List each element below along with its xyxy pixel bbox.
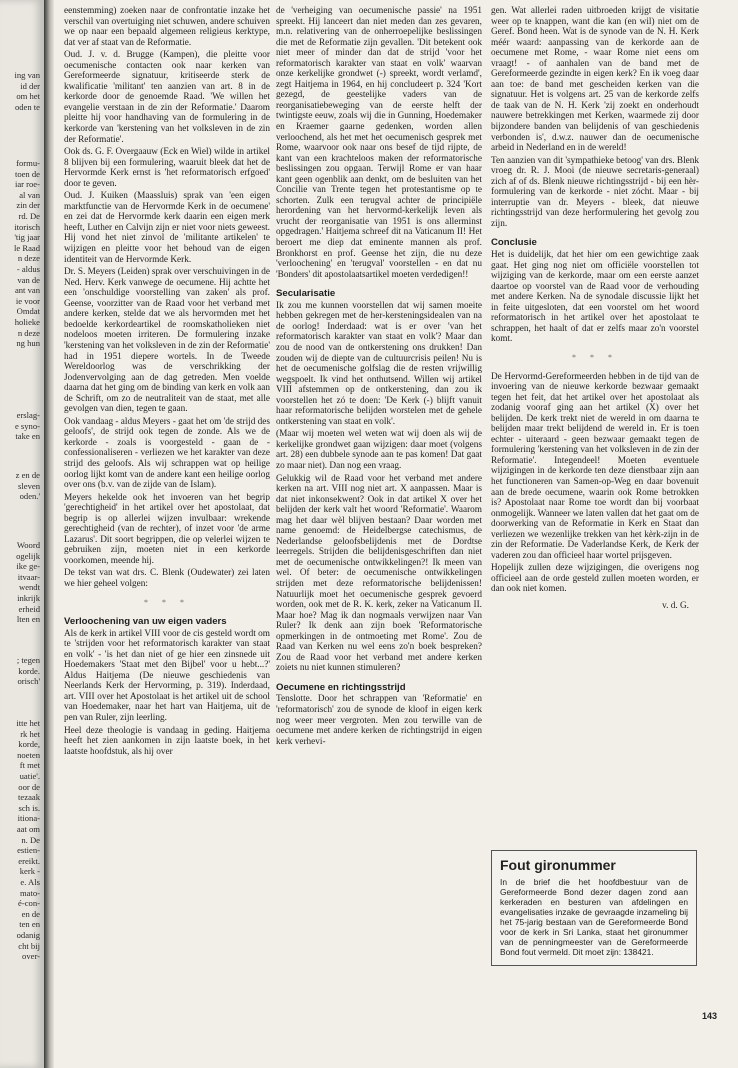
prev-page-text-fragment: itte het — [16, 718, 40, 728]
paragraph: Heel deze theologie is vandaag in geding. Haitjema heeft het zien aankomen in zijn laatste boek, in het laatste hoofdstuk, als hij over — [64, 725, 270, 757]
prev-page-text-fragment: n deze — [17, 327, 40, 338]
prev-page-text-fragment: korde. — [18, 665, 40, 676]
notice-box — [491, 850, 697, 966]
paragraph: De Hervormd-Gereformeerden hebben in de tijd van de invoering van de nieuwe kerkorde bezwaar gemaakt tegen het feit, dat het artikel over het apostolaat als zodanig vooraf ging aan het artikel (X) over het belijden. De kerk trekt niet de wereld in om daarna te belijden maar trekt belijdend de wereld in. Er is toen echter - uiteraard - geen bezwaar gemaakt tegen de formulering 'kerstening van het volksleven in de zin der Reformatie'. Integendeel! Moeten eventuele wijzigingen in de kerkorde ten deze dienstbaar zijn aan het functioneren van Samen-op-Weg en daar bovenuit aan de brede oecumene, waarin ook Rome betrokken is? Apostolaat naar Rome toe wordt dan bij voorbaat onmogelijk. Wanneer we laten vallen dat het gaat om de doorwerking van de Reformatie in Kerk en Staat dan verliezen we wezenlijke trekken van het kèrk-zijn in de zin der Reformatie. De Vaderlandse Kerk, de Kerk der vaderen zou dan officieel haar wortel prijsgeven. — [491, 371, 699, 561]
prev-page-text-fragment: kerk - — [19, 866, 40, 877]
page-number: 143 — [702, 1011, 718, 1021]
section-divider: * * * — [572, 352, 618, 362]
prev-page-text-fragment: ike ge- — [16, 561, 40, 572]
column-3-body — [491, 6, 699, 229]
prev-page-text-fragment: Woord — [16, 540, 40, 550]
prev-page-text-fragment: e. Als — [20, 877, 40, 887]
prev-page-text-fragment: lten en — [16, 614, 40, 625]
notice-title: Fout gironummer — [500, 857, 616, 873]
prev-page-text-fragment: le Raad — [13, 242, 40, 253]
paragraph: Oud. J. v. d. Brugge (Kampen), die pleitte voor oecumenische contacten ook naar kerken van Gereformeerde signatuur, kritiseerde sterk de kwalificatie 'militant' ten aanzien van art. 8 in de kerkorde door de genoemde Raad. 'We willen het evangelie verstaan in de zin der Reformatie.' Daarom pleitte hij voor handhaving van de formulering in de kerkorde van 'kerstening van het volksleven in de zin der Reformatie'. — [64, 50, 270, 145]
prev-page-text-fragment: tezaak — [18, 792, 40, 803]
prev-page-text-fragment: estien- — [17, 845, 40, 856]
notice-body: In de brief die het hoofdbestuur van de Gereformeerde Bond dezer dagen zond aan kerkeraden en besturen van afdelingen en evangelisaties inzake de gevraagde inzameling bij het 75-jarig bestaan van de Gereformeerde Bond voor de kerk in Sri Lanka, staat het gironummer van de penningmeester van de Gereformeerde Bond fout vermeld. Dit moet zijn: 138421. — [500, 877, 688, 957]
paragraph: Dr. S. Meyers (Leiden) sprak over verschuivingen in de Ned. Herv. Kerk vanwege de oecumene. Hij achtte het een 'onschuldige voorstelling van zaken' als prof. Geense, voorzitter van de Raad voor het verband met andere kerken, stelde dat we als hervormden met het bedoelde kerkordeartikel de roomskatholieken niet nodeloos moeten irriteren. De formulering inzake 'kerstening van het volksleven in de zin der Reformatie' had in 1951 diepere wortels. In de Tweede Wereldoorlog was de verschrikking der Jodenvervolging aan de dag getreden. Men voelde daarna dat het ging om de binding van kerk en volk aan de Schrift, om zo de neutraliteit van de staat, met alle gevolgen van dien, tegen te gaan. — [64, 267, 271, 415]
prev-page-text-fragment: oden te — [14, 101, 40, 112]
prev-page-text-fragment: - aldus — [16, 264, 40, 274]
section-heading: Verloochening van uw eigen vaders — [64, 616, 227, 628]
prev-page-text-fragment: z en de — [15, 470, 40, 480]
prev-page-text-fragment: id der — [20, 80, 40, 91]
column-2-body — [276, 6, 482, 280]
prev-page-text-fragment: itvaar- — [17, 571, 40, 582]
prev-page-text-fragment: ten en — [19, 919, 40, 930]
prev-page-text-fragment: van de — [17, 274, 40, 285]
prev-page-text-fragment: uatie'. — [19, 771, 40, 781]
magazine-page — [54, 0, 738, 1068]
paragraph: Ten aanzien van dit 'sympathieke betoog' van drs. Blenk vroeg dr. R. J. Mooi (de nieuwe secretaris-generaal) zich af of ds. Blenk nieuwe richtingsstrijd - bij een hèr-formulering van de kerkorde - niet zócht. Maar - bij interruptie van dr. Meyers - bleek, dat nieuwe richtingsstrijd van deze herformulering het gevolg zou zijn. — [491, 155, 699, 229]
prev-page-text-fragment: inkrijk — [17, 593, 40, 603]
prev-page-text-fragment: Omdat — [16, 306, 40, 317]
prev-page-text-fragment: ft met — [19, 760, 40, 771]
prev-page-text-fragment: rk het — [20, 728, 40, 739]
prev-page-text-fragment: itiona- — [17, 813, 40, 824]
prev-page-text-fragment: en de — [21, 908, 40, 919]
column-3-middle — [491, 250, 699, 345]
prev-page-text-fragment: ng hun — [16, 338, 40, 349]
prev-page-text-fragment: ie voor — [15, 295, 40, 306]
prev-page-text-fragment: ; tegen — [16, 655, 40, 665]
prev-page-text-fragment: take en — [15, 431, 40, 442]
paragraph: (Maar wij moeten wel weten wat wij doen als wij de kerkelijke grondwet gaan wijzigen: daar moet (volgens art. 28) een dubbele synode aan te pas komen! Dat gaat zo maar niet). Dan nog een vraag. — [276, 429, 482, 471]
prev-page-text-fragment: om het — [16, 91, 40, 102]
prev-page-text-fragment: over- — [22, 951, 40, 962]
prev-page-text-fragment: noeten — [17, 749, 40, 760]
page-gutter — [44, 0, 54, 1068]
prev-page-text-fragment: n. De — [21, 834, 40, 845]
section-heading: Secularisatie — [276, 288, 336, 300]
paragraph: gen. Wat allerlei raden uitbroeden krijgt de visitatie weer op te knappen, want die kan (en wil) niet om de Geref. Bond heen. Wat is de synode van de N. H. Kerk méér waard: aanpassing van de kerkorde aan de oecumene met Rome, - waar Rome niet eens om vraagt! - of aanhalen van de band met de Gereformeerde gezindte in eigen kerk? En ik voeg daar aan toe: de band met gescheiden kerken van die signatuur. Het is volgens art. 25 van de kerkorde zelfs de taak van de N. H. Kerk 'zij zoekt en onderhoudt nauwere betrekkingen met Kerken, waarmede zij door bijzondere banden van belijdenis of van geschiedenis verbonden is', d.w.z. nauwer dan de oecumenische arbeid in Nederland en in de wereld! — [491, 6, 699, 154]
prev-page-text-fragment: 'tig jaar — [14, 232, 40, 243]
paragraph: Ook vandaag - aldus Meyers - gaat het om 'de strijd des geloofs', de strijd ook tegen de zonde. Als we de kerkorde - zoals is voorgesteld - gaan de - confessionaliseren - verliezen we het karakter van deze strijd des geloofs. Als wij schrappen wat op heilige oorlog lijkt komt van de andere kant een heilige oorlog over ons (b.v. van de zijde van de Islam). — [64, 416, 270, 491]
column-2-middle — [276, 301, 482, 674]
prev-page-text-fragment: korde, — [18, 739, 40, 750]
prev-page-text-fragment: ogelijk — [16, 550, 40, 561]
paragraph: Als de kerk in artikel VIII voor de cis gesteld wordt om te 'strijden voor het reformatorisch karakter van staat en volk' - 'is het dan niet of ge hier een zinsnede uit Hoedemakers 'Staat met den Bijbel' voor u hebt...?' Aldus Haitjema (De nieuwe geschiedenis van Neerlands Kerk der Hervorming, p. 319). Inderdaad, art. VIII over het Apostolaat is het artikel uit de school van Hoedemaker, naar het hart van Haitjema, uit de pen van Ruler, zijn leerling. — [64, 628, 270, 723]
paragraph: Oud. J. Kuiken (Maassluis) sprak van 'een eigen marktfunctie van de Hervormde Kerk in de oecumene' en zei dat de Hervormde kerk daarin een eigen merk heeft, Luther en Calvijn zijn er niet voor niets geweest. Hij vond het niet zinvol de 'militante artikelen' te wijzigen en pleitte voor het behoud van de eigen identiteit van de Hervormde Kerk. — [64, 191, 270, 265]
column-2 — [276, 6, 482, 749]
paragraph: De tekst van wat drs. C. Blenk (Oudewater) zei laten we hier geheel volgen: — [64, 568, 270, 589]
prev-page-text-fragment: erslag- — [16, 410, 40, 420]
prev-page-text-fragment: ant van — [14, 285, 40, 296]
paragraph: Ook ds. G. F. Overgaauw (Eck en Wiel) wilde in artikel 8 blijven bij een formulering, waaruit bleek dat het de Hervormde Kerk ernst is 'het reformatorisch erfgoed' door te geven. — [64, 147, 270, 189]
column-1-continued — [64, 629, 270, 758]
prev-page-text-fragment: ereikt. — [18, 855, 40, 866]
paragraph: Meyers hekelde ook het invoeren van het begrip 'gerechtigheid' in het artikel over het apostolaat, dat begrip is op allerlei wijzen invulbaar: wrekende gerechtigheid (van de rechter), of inzet voor 'de arme Lazarus'. Dit soort begrippen, die op velerlei wijzen te gebruiken zijn, moeten niet in een kerkorde voorkomen, meende hij. — [64, 492, 270, 566]
section-heading: Oecumene en richtingsstrijd — [276, 681, 406, 693]
prev-page-text-fragment: oden.' — [19, 491, 40, 502]
previous-page-edge — [0, 0, 45, 1068]
prev-page-text-fragment: oor de — [18, 781, 40, 792]
column-3-end — [491, 372, 699, 595]
prev-page-text-fragment: formu- — [16, 158, 40, 168]
prev-page-text-fragment: é-con- — [18, 898, 40, 909]
column-1 — [64, 6, 270, 759]
paragraph: Hopelijk zullen deze wijzigingen, die overigens nog officieel aan de orde gesteld zullen moeten worden, er dan ook niet komen. — [491, 563, 699, 595]
prev-page-text-fragment: ing van — [14, 70, 40, 80]
column-2-end — [276, 694, 482, 747]
prev-page-text-fragment: wendt — [18, 582, 40, 593]
prev-page-text-fragment: holieke — [14, 317, 40, 327]
prev-page-text-fragment: itorisch — [14, 221, 40, 232]
paragraph: Ik zou me kunnen voorstellen dat wij samen moeite hebben gekregen met de her-kersteningsidealen van na de oorlog! Inderdaad: wat is er over 'van het reformatorisch karakter van staat en volk'? Maar dan zou de nood van de ontkerstening ons drukken! Dan zouden wij de diepte van de cultuurcrisis peilen! Nu is het de oecumenische golfslag die de resten vrijwillig wegspoelt. Ik vind het onthutsend. Willen wij artikel VIII afstemmen op de ontkerstening, dan zou ik voorstellen het zó te doen: 'De Kerk (-) blijft vanuit haar reformatorische belijden worstelen met de gehele ontkerstening van staat en volk'. — [276, 300, 482, 427]
prev-page-text-fragment: n deze — [17, 253, 40, 264]
paragraph: Het is duidelijk, dat het hier om een gewichtige zaak gaat. Het ging nog niet om officiële voorstellen tot wijziging van de kerkorde, maar om een eerste aanzet daartoe op voorstel van de Raad voor de verhouding met andere Kerken. Na de synodale discussie lijkt het in feite uitgesloten, dat een voorstel om het woord reformatorisch in het artikel over het apostolaat te schrappen, het haalt of dat er zelfs maar zo'n voorstel komt. — [491, 250, 699, 345]
prev-page-text-fragment: zin der — [16, 200, 40, 211]
paragraph: eenstemming) zoeken naar de confrontatie inzake het verschil van overtuiging niet schuwen, andere schuiven we op naar een bepaald algemeen religieus kerktype, dat ver af staat van de Reformatie. — [64, 6, 270, 48]
paragraph: de 'verheiging van oecumenische passie' na 1951 spreekt. Hij lanceert dan niet meden dan zes gevaren, m.n. relativering van de onherroepelijke beslissingen die met de Reformatie zijn gevallen. 'Dit betekent ook niet meer of minder dan dat de strijd 'voor het reformatorisch karakter van staat en volk' waarvan onze kerkelijke grondwet (-) spreekt, wordt verlamd', zegt Haitjema in 1964, en hij concludeert p. 324 'Kort gezegd, de geestelijke vaders van de reorganisatiebeweging van de eerste helft der twintigste eeuw, zoals wij die in Gunning, Hoedemaker en Kraemer gaarne gedenken, worden allen verloochend, als het met het oecumenisch gesprek met Rome, waarvoor ook naar ons besef de tijd rijpte, de kant van een krachteloos maken der reformatorische beslissingen zou opgaan. Terwijl Rome er van haar kant geen ogenblik aan denkt, om de besluiten van het Concilie van Trente tegen het protestantisme op te schorten. Zulk een terugval achter de principiële herordening van het hervormd-kerkelijk leven als vrucht der reorganisatie van 1951 is ons allerminst opgedragen.' Haitjema schreef dit na Vaticanum II! Het beroert me diep dat eminente mannen als prof. Bronkhorst en prof. Geense het zijn, die nu deze 'verloochening' en 'terugval' voorstellen - en dat nu 'Bonders' dit apostolaatsartikel moeten verdedigen!! — [276, 6, 482, 280]
paragraph: Tenslotte. Door het schrappen van 'Reformatie' en 'reformatorisch' zou de synode de kloof in eigen kerk nog weer meer vergroten. Men zou terwille van de oecumene met andere kerken de richtingstrijd in eigen kerk verhevi- — [276, 694, 482, 747]
author-signature: v. d. G. — [662, 600, 689, 611]
prev-page-text-fragment: iar roe- — [14, 179, 40, 190]
section-heading: Conclusie — [491, 237, 537, 249]
prev-page-text-fragment: toen de — [14, 168, 40, 179]
prev-page-text-fragment: sleven — [18, 480, 40, 491]
prev-page-text-fragment: odanig — [16, 930, 40, 940]
prev-page-text-fragment: aat om — [16, 824, 40, 834]
prev-page-text-fragment: mato- — [19, 887, 40, 898]
section-divider: * * * — [144, 597, 190, 607]
paragraph: Gelukkig wil de Raad voor het verband met andere kerken na art. VIII nog niet art. X aanpassen. Maar is dat niet inkonsekwent? Ook in dat artikel X over het belijden der kerk valt het woord 'Reformatie'. Waarom mag het daar wèl blijven bestaan? Daar worden met name genoemd: de Heidelbergse catechismus, de Nederlandse geloofsbelijdenis met de Dordtse leerregels. Strijden die belijdenisgeschriften dan niet met de oecumenische ontwikkelingen?! Ik meen van wel. Of beter: de oecumenische ontwikkelingen strijden met deze reformatorische belijdenissen! Natuurlijk moet het oecumenische gesprek gevoerd worden, ook met de R. K. kerk, zeker na Vaticanum II. Maar hoe? Mag ik dan nogmaals verwijzen naar Van Ruler? Ik denk aan zijn boek 'Reformatorische opmerkingen in de ontmoeting met Rome'. Zou de Raad van Kerken nu wel eens zo'n boek bespreken? Zou de Raad voor het verband met andere kerken zoiets nu niet kunnen stimuleren? — [276, 473, 482, 674]
prev-page-text-fragment: al van — [19, 189, 40, 200]
prev-page-text-fragment: sch is. — [18, 802, 40, 813]
prev-page-text-fragment: orisch' — [17, 676, 40, 687]
column-3 — [491, 6, 699, 612]
prev-page-text-fragment: cht bij — [18, 940, 40, 951]
prev-page-text-fragment: rd. De — [18, 211, 40, 221]
prev-page-text-fragment: erheid — [18, 603, 40, 614]
prev-page-text-fragment: e syno- — [14, 420, 40, 431]
column-1-body — [64, 6, 270, 590]
